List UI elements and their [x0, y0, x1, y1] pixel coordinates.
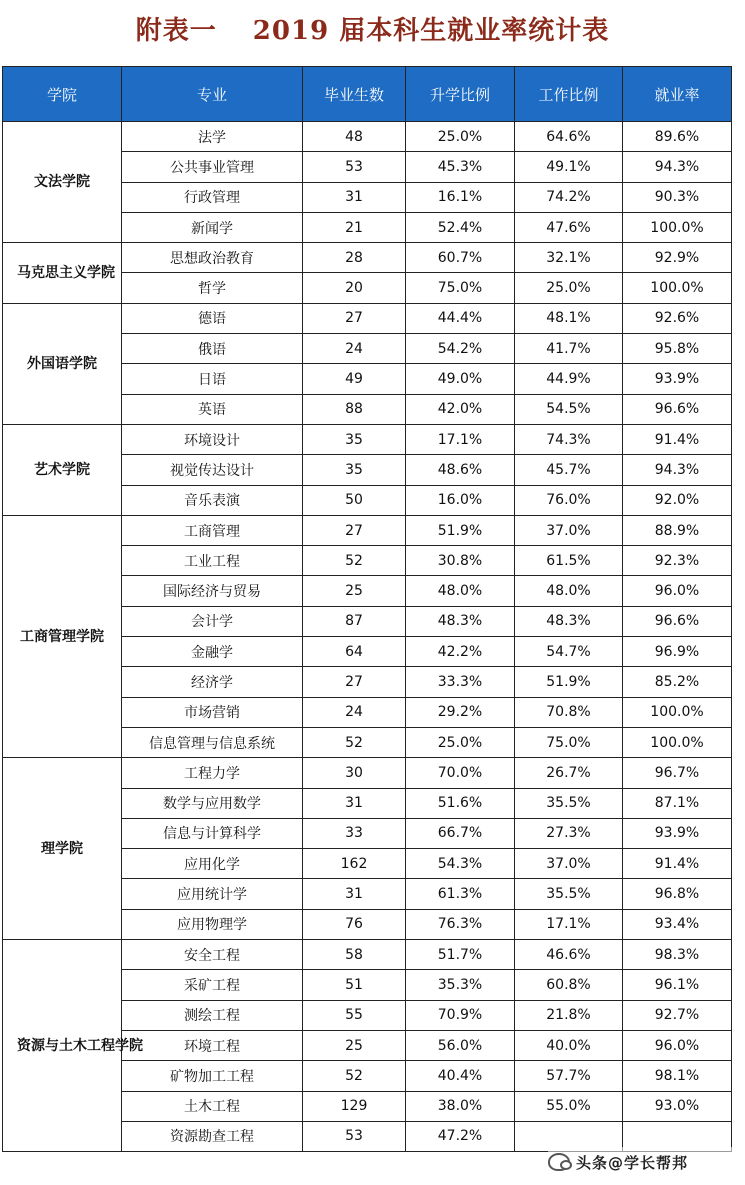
further-study-ratio-cell: 45.3% [406, 152, 515, 182]
further-study-ratio-cell: 48.0% [406, 576, 515, 606]
employment-rate-cell: 85.2% [623, 667, 732, 697]
further-study-ratio-cell: 51.7% [406, 940, 515, 970]
further-study-ratio-cell: 61.3% [406, 879, 515, 909]
graduates-cell: 24 [303, 334, 406, 364]
graduates-cell: 53 [303, 152, 406, 182]
graduates-cell: 53 [303, 1121, 406, 1151]
employment-rate-cell: 96.0% [623, 1030, 732, 1060]
work-ratio-cell: 61.5% [515, 546, 623, 576]
graduates-cell: 27 [303, 667, 406, 697]
employment-rate-cell: 91.4% [623, 424, 732, 454]
major-cell: 会计学 [122, 606, 303, 636]
work-ratio-cell: 45.7% [515, 455, 623, 485]
further-study-ratio-cell: 52.4% [406, 212, 515, 242]
header-major: 专业 [122, 67, 303, 122]
table-body [3, 122, 732, 1152]
work-ratio-cell: 37.0% [515, 849, 623, 879]
employment-rate-cell: 87.1% [623, 788, 732, 818]
major-cell: 市场营销 [122, 697, 303, 727]
college-cell: 文法学院 [3, 122, 122, 243]
employment-rate-cell: 94.3% [623, 455, 732, 485]
further-study-ratio-cell: 30.8% [406, 546, 515, 576]
work-ratio-cell: 21.8% [515, 1000, 623, 1030]
work-ratio-cell: 35.5% [515, 879, 623, 909]
employment-rate-cell: 100.0% [623, 727, 732, 757]
major-cell: 采矿工程 [122, 970, 303, 1000]
table-header-row [3, 67, 732, 122]
header-work-ratio: 工作比例 [515, 67, 623, 122]
further-study-ratio-cell: 70.0% [406, 758, 515, 788]
college-cell: 外国语学院 [3, 303, 122, 424]
further-study-ratio-cell: 48.3% [406, 606, 515, 636]
major-cell: 矿物加工工程 [122, 1061, 303, 1091]
major-cell: 资源勘查工程 [122, 1121, 303, 1151]
work-ratio-cell: 49.1% [515, 152, 623, 182]
employment-rate-cell: 92.9% [623, 243, 732, 273]
college-cell: 工商管理学院 [3, 515, 122, 757]
employment-rate-cell: 100.0% [623, 273, 732, 303]
major-cell: 哲学 [122, 273, 303, 303]
work-ratio-cell: 64.6% [515, 122, 623, 152]
major-cell: 视觉传达设计 [122, 455, 303, 485]
graduates-cell: 50 [303, 485, 406, 515]
further-study-ratio-cell: 25.0% [406, 727, 515, 757]
employment-rate-cell: 93.9% [623, 818, 732, 848]
major-cell: 环境设计 [122, 424, 303, 454]
employment-rate-cell: 88.9% [623, 515, 732, 545]
further-study-ratio-cell: 25.0% [406, 122, 515, 152]
further-study-ratio-cell: 54.3% [406, 849, 515, 879]
major-cell: 土木工程 [122, 1091, 303, 1121]
graduates-cell: 25 [303, 1030, 406, 1060]
header-college: 学院 [3, 67, 122, 122]
major-cell: 应用化学 [122, 849, 303, 879]
further-study-ratio-cell: 70.9% [406, 1000, 515, 1030]
employment-rate-cell: 96.6% [623, 394, 732, 424]
employment-rate-cell: 92.7% [623, 1000, 732, 1030]
employment-rate-cell: 96.7% [623, 758, 732, 788]
major-cell: 公共事业管理 [122, 152, 303, 182]
major-cell: 新闻学 [122, 212, 303, 242]
title-main-label: 2019 届本科生就业率统计表 [252, 16, 610, 46]
graduates-cell: 25 [303, 576, 406, 606]
work-ratio-cell: 35.5% [515, 788, 623, 818]
major-cell: 工程力学 [122, 758, 303, 788]
major-cell: 日语 [122, 364, 303, 394]
work-ratio-cell: 54.7% [515, 637, 623, 667]
major-cell: 思想政治教育 [122, 243, 303, 273]
major-cell: 应用统计学 [122, 879, 303, 909]
major-cell: 行政管理 [122, 182, 303, 212]
work-ratio-cell: 75.0% [515, 727, 623, 757]
work-ratio-cell: 17.1% [515, 909, 623, 939]
further-study-ratio-cell: 66.7% [406, 818, 515, 848]
graduates-cell: 162 [303, 849, 406, 879]
further-study-ratio-cell: 38.0% [406, 1091, 515, 1121]
watermark [548, 1147, 738, 1177]
work-ratio-cell: 25.0% [515, 273, 623, 303]
employment-rate-cell: 100.0% [623, 212, 732, 242]
further-study-ratio-cell: 75.0% [406, 273, 515, 303]
work-ratio-cell: 37.0% [515, 515, 623, 545]
graduates-cell: 31 [303, 788, 406, 818]
employment-rate-cell: 90.3% [623, 182, 732, 212]
graduates-cell: 129 [303, 1091, 406, 1121]
employment-rate-cell: 93.9% [623, 364, 732, 394]
work-ratio-cell: 48.1% [515, 303, 623, 333]
major-cell: 德语 [122, 303, 303, 333]
further-study-ratio-cell: 56.0% [406, 1030, 515, 1060]
header-further-study-ratio: 升学比例 [406, 67, 515, 122]
employment-rate-cell: 100.0% [623, 697, 732, 727]
further-study-ratio-cell: 44.4% [406, 303, 515, 333]
employment-rate-cell: 93.4% [623, 909, 732, 939]
major-cell: 俄语 [122, 334, 303, 364]
further-study-ratio-cell: 16.1% [406, 182, 515, 212]
employment-rate-cell: 96.6% [623, 606, 732, 636]
graduates-cell: 52 [303, 1061, 406, 1091]
major-cell: 法学 [122, 122, 303, 152]
graduates-cell: 31 [303, 182, 406, 212]
graduates-cell: 64 [303, 637, 406, 667]
graduates-cell: 20 [303, 273, 406, 303]
work-ratio-cell: 47.6% [515, 212, 623, 242]
work-ratio-cell: 26.7% [515, 758, 623, 788]
employment-rate-cell: 95.8% [623, 334, 732, 364]
work-ratio-cell: 54.5% [515, 394, 623, 424]
major-cell: 应用物理学 [122, 909, 303, 939]
graduates-cell: 31 [303, 879, 406, 909]
title-appendix-label: 附表一 [135, 16, 217, 46]
graduates-cell: 48 [303, 122, 406, 152]
work-ratio-cell: 74.2% [515, 182, 623, 212]
work-ratio-cell: 70.8% [515, 697, 623, 727]
major-cell: 工业工程 [122, 546, 303, 576]
graduates-cell: 52 [303, 727, 406, 757]
header-graduates: 毕业生数 [303, 67, 406, 122]
wechat-icon [548, 1153, 570, 1171]
major-cell: 音乐表演 [122, 485, 303, 515]
graduates-cell: 88 [303, 394, 406, 424]
graduates-cell: 52 [303, 546, 406, 576]
further-study-ratio-cell: 76.3% [406, 909, 515, 939]
work-ratio-cell: 32.1% [515, 243, 623, 273]
work-ratio-cell: 55.0% [515, 1091, 623, 1121]
further-study-ratio-cell: 54.2% [406, 334, 515, 364]
work-ratio-cell: 57.7% [515, 1061, 623, 1091]
further-study-ratio-cell: 60.7% [406, 243, 515, 273]
graduates-cell: 35 [303, 455, 406, 485]
work-ratio-cell: 44.9% [515, 364, 623, 394]
major-cell: 工商管理 [122, 515, 303, 545]
major-cell: 数学与应用数学 [122, 788, 303, 818]
header-employment-rate: 就业率 [623, 67, 732, 122]
further-study-ratio-cell: 51.9% [406, 515, 515, 545]
graduates-cell: 87 [303, 606, 406, 636]
work-ratio-cell: 51.9% [515, 667, 623, 697]
graduates-cell: 28 [303, 243, 406, 273]
further-study-ratio-cell: 51.6% [406, 788, 515, 818]
graduates-cell: 24 [303, 697, 406, 727]
major-cell: 英语 [122, 394, 303, 424]
graduates-cell: 33 [303, 818, 406, 848]
table-row [3, 758, 732, 788]
watermark-text: 头条@学长帮邦 [576, 1153, 689, 1172]
employment-rate-cell: 94.3% [623, 152, 732, 182]
employment-rate-cell: 92.3% [623, 546, 732, 576]
page-title [0, 10, 745, 47]
further-study-ratio-cell: 40.4% [406, 1061, 515, 1091]
work-ratio-cell: 46.6% [515, 940, 623, 970]
further-study-ratio-cell: 42.2% [406, 637, 515, 667]
employment-rate-cell: 96.9% [623, 637, 732, 667]
work-ratio-cell: 48.0% [515, 576, 623, 606]
major-cell: 金融学 [122, 637, 303, 667]
graduates-cell: 76 [303, 909, 406, 939]
further-study-ratio-cell: 42.0% [406, 394, 515, 424]
major-cell: 环境工程 [122, 1030, 303, 1060]
major-cell: 安全工程 [122, 940, 303, 970]
further-study-ratio-cell: 35.3% [406, 970, 515, 1000]
college-cell: 艺术学院 [3, 424, 122, 515]
graduates-cell: 51 [303, 970, 406, 1000]
employment-rate-cell: 98.1% [623, 1061, 732, 1091]
table-row [3, 424, 732, 454]
graduates-cell: 49 [303, 364, 406, 394]
table-row [3, 243, 732, 273]
work-ratio-cell: 48.3% [515, 606, 623, 636]
employment-rate-cell: 98.3% [623, 940, 732, 970]
work-ratio-cell: 60.8% [515, 970, 623, 1000]
major-cell: 经济学 [122, 667, 303, 697]
work-ratio-cell: 76.0% [515, 485, 623, 515]
table-row [3, 940, 732, 970]
major-cell: 国际经济与贸易 [122, 576, 303, 606]
further-study-ratio-cell: 47.2% [406, 1121, 515, 1151]
college-cell: 理学院 [3, 758, 122, 940]
college-cell: 马克思主义学院 [3, 243, 122, 304]
employment-rate-cell: 96.1% [623, 970, 732, 1000]
college-cell: 资源与土木工程学院 [3, 940, 122, 1152]
employment-rate-cell: 91.4% [623, 849, 732, 879]
employment-rate-cell: 93.0% [623, 1091, 732, 1121]
further-study-ratio-cell: 29.2% [406, 697, 515, 727]
employment-rate-table [2, 66, 732, 1152]
work-ratio-cell: 74.3% [515, 424, 623, 454]
work-ratio-cell: 40.0% [515, 1030, 623, 1060]
graduates-cell: 21 [303, 212, 406, 242]
graduates-cell: 35 [303, 424, 406, 454]
graduates-cell: 27 [303, 303, 406, 333]
employment-rate-cell: 92.6% [623, 303, 732, 333]
employment-rate-cell: 96.0% [623, 576, 732, 606]
further-study-ratio-cell: 49.0% [406, 364, 515, 394]
table-row [3, 303, 732, 333]
table-row [3, 515, 732, 545]
graduates-cell: 58 [303, 940, 406, 970]
employment-rate-cell: 92.0% [623, 485, 732, 515]
further-study-ratio-cell: 48.6% [406, 455, 515, 485]
further-study-ratio-cell: 16.0% [406, 485, 515, 515]
graduates-cell: 55 [303, 1000, 406, 1030]
graduates-cell: 27 [303, 515, 406, 545]
work-ratio-cell: 27.3% [515, 818, 623, 848]
further-study-ratio-cell: 33.3% [406, 667, 515, 697]
table-row [3, 122, 732, 152]
further-study-ratio-cell: 17.1% [406, 424, 515, 454]
graduates-cell: 30 [303, 758, 406, 788]
major-cell: 信息与计算科学 [122, 818, 303, 848]
employment-rate-cell: 89.6% [623, 122, 732, 152]
major-cell: 信息管理与信息系统 [122, 727, 303, 757]
major-cell: 测绘工程 [122, 1000, 303, 1030]
employment-rate-cell: 96.8% [623, 879, 732, 909]
work-ratio-cell: 41.7% [515, 334, 623, 364]
